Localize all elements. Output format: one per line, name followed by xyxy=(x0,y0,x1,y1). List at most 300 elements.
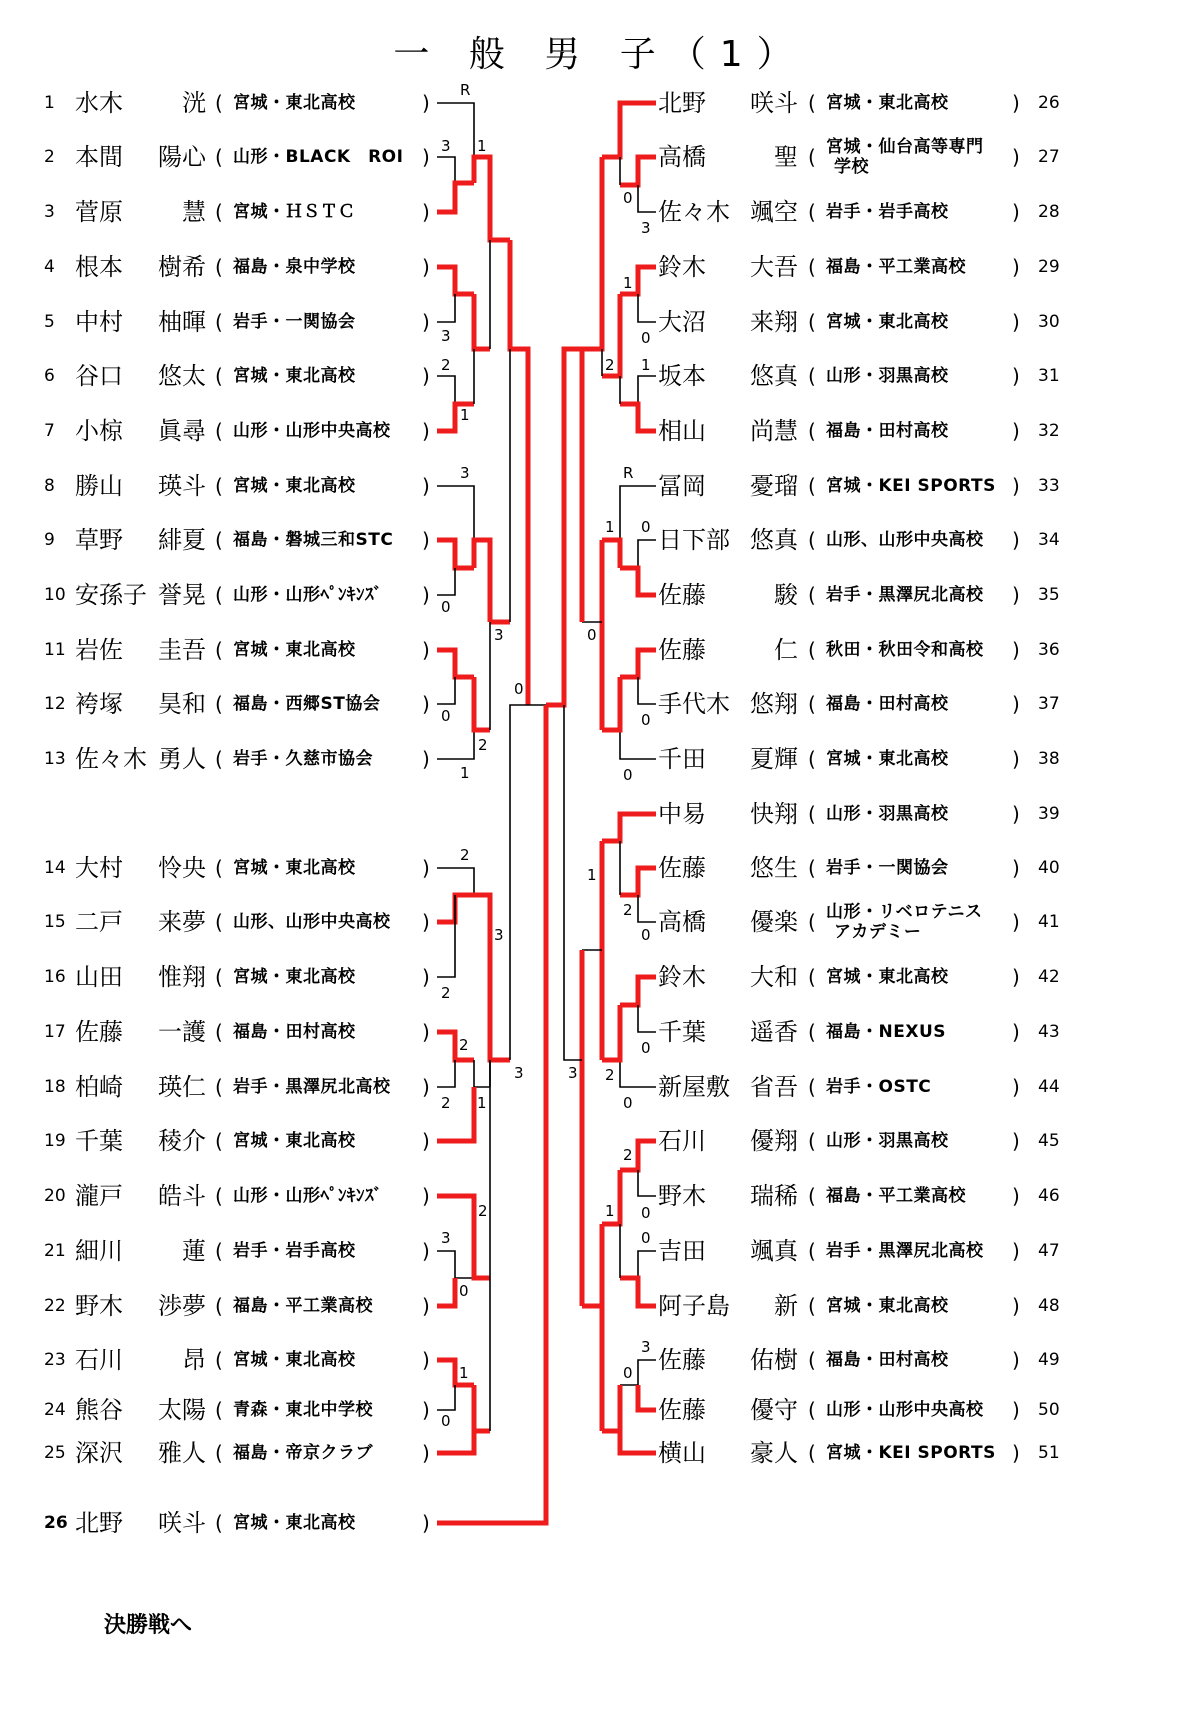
player-given-name: 樹希 xyxy=(158,253,206,281)
match-score: 0 xyxy=(641,711,651,729)
close-paren: ) xyxy=(422,1294,430,1318)
player-number: 15 xyxy=(44,912,66,932)
player-given-name: 渉夢 xyxy=(158,1292,206,1320)
open-paren: ( xyxy=(215,1184,223,1208)
player-number: 29 xyxy=(1038,257,1060,277)
player-number: 19 xyxy=(44,1131,66,1151)
open-paren: ( xyxy=(215,965,223,989)
open-paren: ( xyxy=(808,1398,816,1422)
player-family-name: 谷口 xyxy=(75,362,123,390)
player-family-name: 本間 xyxy=(75,143,123,171)
player-team: 宮城・東北高校 xyxy=(826,312,949,332)
open-paren: ( xyxy=(215,583,223,607)
player-team: 福島・NEXUS xyxy=(826,1022,946,1042)
player-family-name: 石川 xyxy=(658,1127,706,1155)
player-team: 宮城・東北高校 xyxy=(233,967,356,987)
player-team: 宮城・東北高校 xyxy=(826,749,949,769)
winner-path xyxy=(474,1224,490,1278)
player-number: 12 xyxy=(44,694,66,714)
match-score: 3 xyxy=(494,926,504,944)
player-team: 福島・帝京クラブ xyxy=(233,1443,373,1463)
player-number: 50 xyxy=(1038,1400,1060,1420)
close-paren: ) xyxy=(1012,856,1020,880)
bracket-line xyxy=(638,1170,656,1196)
player-family-name: 横山 xyxy=(658,1439,706,1467)
player-team: 山形・山形ﾍﾟﾝｷﾝｽﾞ xyxy=(233,585,383,605)
player-given-name: 瑞稀 xyxy=(750,1182,798,1210)
close-paren: ) xyxy=(1012,1348,1020,1372)
player-number: 39 xyxy=(1038,804,1060,824)
player-family-name: 佐藤 xyxy=(658,581,706,609)
player-team: 宮城・KEI SPORTS xyxy=(826,1443,996,1463)
open-paren: ( xyxy=(808,419,816,443)
close-paren: ) xyxy=(1012,802,1020,826)
winner-path xyxy=(620,650,656,677)
player-family-name: 坂本 xyxy=(658,362,706,390)
player-family-name: 菅原 xyxy=(75,198,123,226)
close-paren: ) xyxy=(1012,692,1020,716)
player-number: 35 xyxy=(1038,585,1060,605)
player-team: 山形・山形中央高校 xyxy=(233,421,391,441)
player-team: 宮城・東北高校 xyxy=(233,93,356,113)
player-team: 山形・羽黒高校 xyxy=(826,804,949,824)
winner-path xyxy=(437,540,474,568)
player-given-name: 悠翔 xyxy=(750,690,798,718)
winner-path xyxy=(582,157,602,349)
bracket-line xyxy=(437,1385,455,1410)
winner-path xyxy=(490,950,510,1060)
match-score: 0 xyxy=(641,329,651,347)
player-team: 山形、山形中央高校 xyxy=(826,530,984,550)
close-paren: ) xyxy=(1012,310,1020,334)
winner-path xyxy=(437,1431,474,1453)
open-paren: ( xyxy=(808,965,816,989)
bracket-line xyxy=(437,868,474,895)
player-number: 5 xyxy=(44,312,55,332)
bracket-line xyxy=(437,730,474,759)
player-given-name: 憂瑠 xyxy=(750,472,798,500)
player-family-name: 千葉 xyxy=(658,1018,706,1046)
player-number: 32 xyxy=(1038,421,1060,441)
match-score: 0 xyxy=(623,1094,633,1112)
match-score: 2 xyxy=(441,356,451,374)
close-paren: ) xyxy=(1012,638,1020,662)
match-score: 1 xyxy=(460,764,470,782)
match-score: 0 xyxy=(441,707,451,725)
match-score: 3 xyxy=(494,626,504,644)
open-paren: ( xyxy=(808,856,816,880)
match-score: 3 xyxy=(441,1229,451,1247)
player-family-name: 小椋 xyxy=(75,417,123,445)
close-paren: ) xyxy=(422,965,430,989)
player-given-name: 太陽 xyxy=(158,1396,206,1424)
player-family-name: 新屋敷 xyxy=(658,1073,730,1101)
match-score: 1 xyxy=(477,1094,487,1112)
player-team: 岩手・一関協会 xyxy=(233,312,356,332)
player-given-name: 洸 xyxy=(182,89,206,117)
player-number: 23 xyxy=(44,1350,66,1370)
match-score: 2 xyxy=(623,901,633,919)
close-paren: ) xyxy=(422,419,430,443)
player-family-name: 阿子島 xyxy=(658,1292,730,1320)
player-team: 宮城・東北高校 xyxy=(233,858,356,878)
player-team-line2: アカデミー xyxy=(834,922,922,942)
close-paren: ) xyxy=(1012,1129,1020,1153)
player-family-name: 勝山 xyxy=(75,472,123,500)
open-paren: ( xyxy=(808,364,816,388)
close-paren: ) xyxy=(422,692,430,716)
player-given-name: 悠真 xyxy=(750,362,798,390)
player-number: 51 xyxy=(1038,1443,1060,1463)
player-given-name: 佑樹 xyxy=(750,1346,798,1374)
player-family-name: 熊谷 xyxy=(75,1396,123,1424)
player-family-name: 袴塚 xyxy=(75,690,123,718)
close-paren: ) xyxy=(422,1020,430,1044)
player-family-name: 安孫子 xyxy=(75,581,147,609)
player-family-name: 山田 xyxy=(75,963,123,991)
winner-path xyxy=(490,212,510,240)
player-team: 山形・羽黒高校 xyxy=(826,366,949,386)
player-number: 49 xyxy=(1038,1350,1060,1370)
player-team: 岩手・黒澤尻北高校 xyxy=(826,1241,984,1261)
close-paren: ) xyxy=(422,1348,430,1372)
player-family-name: 吉田 xyxy=(658,1237,706,1265)
player-family-name: 佐藤 xyxy=(658,1346,706,1374)
match-score: 1 xyxy=(460,406,470,424)
player-number: 21 xyxy=(44,1241,66,1261)
player-team: 宮城・東北高校 xyxy=(826,967,949,987)
player-family-name: 草野 xyxy=(75,526,123,554)
match-score: 0 xyxy=(641,1229,651,1247)
open-paren: ( xyxy=(808,910,816,934)
player-family-name: 鈴木 xyxy=(658,963,706,991)
bracket-line xyxy=(638,677,656,704)
player-given-name: 颯空 xyxy=(750,198,798,226)
match-score: 2 xyxy=(460,846,470,864)
player-given-name: 瑛仁 xyxy=(158,1073,206,1101)
close-paren: ) xyxy=(1012,474,1020,498)
match-score: 0 xyxy=(641,1204,651,1222)
bracket-line xyxy=(437,376,455,404)
winner-path xyxy=(474,294,490,349)
winner-path xyxy=(602,103,656,157)
close-paren: ) xyxy=(422,638,430,662)
winner-path xyxy=(602,814,656,841)
player-family-name: 高橋 xyxy=(658,908,706,936)
open-paren: ( xyxy=(215,1294,223,1318)
player-number: 2 xyxy=(44,147,55,167)
match-score: 3 xyxy=(441,327,451,345)
winner-path xyxy=(474,157,490,212)
player-number: 14 xyxy=(44,858,66,878)
winner-path xyxy=(510,240,528,705)
open-paren: ( xyxy=(808,91,816,115)
close-paren: ) xyxy=(1012,1020,1020,1044)
player-family-name: 中易 xyxy=(658,800,706,828)
open-paren: ( xyxy=(215,1511,223,1535)
open-paren: ( xyxy=(215,1441,223,1465)
player-family-name: 日下部 xyxy=(658,526,730,554)
player-team: 宮城・東北高校 xyxy=(233,640,356,660)
player-number: 34 xyxy=(1038,530,1060,550)
match-score: 0 xyxy=(459,1282,469,1300)
bracket-line xyxy=(638,895,656,922)
player-given-name: 豪人 xyxy=(750,1439,798,1467)
match-score: 3 xyxy=(460,464,470,482)
open-paren: ( xyxy=(215,200,223,224)
player-given-name: 省吾 xyxy=(750,1073,798,1101)
match-score: 1 xyxy=(605,1202,615,1220)
open-paren: ( xyxy=(215,1020,223,1044)
open-paren: ( xyxy=(215,1129,223,1153)
winner-path xyxy=(602,1385,620,1431)
player-family-name: 佐藤 xyxy=(75,1018,123,1046)
close-paren: ) xyxy=(422,145,430,169)
player-number: 33 xyxy=(1038,476,1060,496)
player-given-name: 遥香 xyxy=(750,1018,798,1046)
player-number: 7 xyxy=(44,421,55,441)
open-paren: ( xyxy=(808,1441,816,1465)
open-paren: ( xyxy=(808,1075,816,1099)
player-family-name: 冨岡 xyxy=(658,472,706,500)
open-paren: ( xyxy=(215,255,223,279)
player-given-name: 怜央 xyxy=(158,854,206,882)
open-paren: ( xyxy=(808,1129,816,1153)
winner-path xyxy=(437,1278,455,1306)
match-score: 3 xyxy=(641,1338,651,1356)
player-number: 47 xyxy=(1038,1241,1060,1261)
open-paren: ( xyxy=(808,583,816,607)
bracket-line xyxy=(638,294,656,322)
player-number: 20 xyxy=(44,1186,66,1206)
open-paren: ( xyxy=(808,1348,816,1372)
match-score: 1 xyxy=(459,1364,469,1382)
open-paren: ( xyxy=(215,1239,223,1263)
player-team: 岩手・OSTC xyxy=(826,1077,932,1097)
match-score: 2 xyxy=(441,984,451,1002)
winner-path xyxy=(602,677,620,730)
open-paren: ( xyxy=(215,747,223,771)
open-paren: ( xyxy=(808,747,816,771)
close-paren: ) xyxy=(422,1441,430,1465)
match-score: 2 xyxy=(459,1036,469,1054)
player-family-name: 佐々木 xyxy=(658,198,730,226)
winner-path xyxy=(602,540,620,568)
player-family-name: 二戸 xyxy=(75,908,123,936)
close-paren: ) xyxy=(422,1239,430,1263)
player-number: 48 xyxy=(1038,1296,1060,1316)
player-given-name: 悠真 xyxy=(750,526,798,554)
open-paren: ( xyxy=(215,474,223,498)
player-number: 40 xyxy=(1038,858,1060,878)
close-paren: ) xyxy=(1012,1441,1020,1465)
winner-path xyxy=(437,267,474,294)
winner-path xyxy=(602,1005,620,1060)
match-score: 2 xyxy=(478,1202,488,1220)
player-given-name: 聖 xyxy=(774,143,798,171)
match-score: 2 xyxy=(478,736,488,754)
player-family-name: 水木 xyxy=(75,89,123,117)
player-given-name: 昊和 xyxy=(158,690,206,718)
player-number: 9 xyxy=(44,530,55,550)
bracket-line xyxy=(437,677,455,704)
winner-path xyxy=(474,895,490,950)
player-number: 37 xyxy=(1038,694,1060,714)
close-paren: ) xyxy=(1012,910,1020,934)
match-score: 0 xyxy=(641,926,651,944)
match-score: 0 xyxy=(641,518,651,536)
match-score: 1 xyxy=(587,866,597,884)
open-paren: ( xyxy=(808,1239,816,1263)
close-paren: ) xyxy=(422,364,430,388)
match-score: R xyxy=(460,81,471,99)
player-number: 10 xyxy=(44,585,66,605)
player-family-name: 鈴木 xyxy=(658,253,706,281)
player-number: 11 xyxy=(44,640,66,660)
player-team: 青森・東北中学校 xyxy=(233,1400,373,1420)
match-score: 0 xyxy=(514,680,524,698)
player-team-line1: 山形・リベロテニス xyxy=(826,902,983,922)
match-score: 0 xyxy=(441,598,451,616)
winner-path xyxy=(620,1278,656,1306)
winner-path xyxy=(620,568,656,595)
open-paren: ( xyxy=(808,200,816,224)
player-given-name: 颯真 xyxy=(750,1237,798,1265)
player-given-name: 尚慧 xyxy=(750,417,798,445)
winner-path xyxy=(437,183,474,212)
player-number: 42 xyxy=(1038,967,1060,987)
player-team: 福島・平工業高校 xyxy=(826,257,966,277)
player-family-name: 相山 xyxy=(658,417,706,445)
close-paren: ) xyxy=(1012,1075,1020,1099)
player-family-name: 佐々木 xyxy=(75,745,147,773)
player-team: 岩手・一関協会 xyxy=(826,858,949,878)
open-paren: ( xyxy=(215,364,223,388)
player-given-name: 咲斗 xyxy=(158,1509,206,1537)
player-family-name: 佐藤 xyxy=(658,636,706,664)
match-score: 2 xyxy=(623,1146,633,1164)
close-paren: ) xyxy=(422,310,430,334)
close-paren: ) xyxy=(1012,145,1020,169)
player-given-name: 慧 xyxy=(182,198,206,226)
player-team: 福島・平工業高校 xyxy=(233,1296,373,1316)
player-team: 山形・山形中央高校 xyxy=(826,1400,984,1420)
player-given-name: 蓮 xyxy=(182,1237,206,1265)
player-team: 福島・田村高校 xyxy=(826,1350,949,1370)
winner-path xyxy=(638,1385,656,1410)
winner-path xyxy=(546,349,582,705)
player-family-name: 千葉 xyxy=(75,1127,123,1155)
player-given-name: 皓斗 xyxy=(158,1182,206,1210)
player-number: 46 xyxy=(1038,1186,1060,1206)
match-score: 3 xyxy=(568,1064,578,1082)
player-team: 宮城・東北高校 xyxy=(233,1513,356,1533)
player-number: 4 xyxy=(44,257,55,277)
close-paren: ) xyxy=(1012,747,1020,771)
player-number: 44 xyxy=(1038,1077,1060,1097)
bracket-line xyxy=(437,1060,455,1087)
bracket-line xyxy=(474,1060,490,1087)
player-family-name: 根本 xyxy=(75,253,123,281)
player-number: 27 xyxy=(1038,147,1060,167)
close-paren: ) xyxy=(1012,583,1020,607)
player-team: 岩手・岩手高校 xyxy=(826,202,949,222)
open-paren: ( xyxy=(808,528,816,552)
close-paren: ) xyxy=(1012,1294,1020,1318)
bracket-line xyxy=(638,1251,656,1278)
close-paren: ) xyxy=(422,1184,430,1208)
player-given-name: 優翔 xyxy=(750,1127,798,1155)
player-team: 山形・BLACK ROI xyxy=(233,147,404,167)
player-given-name: 勇人 xyxy=(158,745,206,773)
player-team: 宮城・東北高校 xyxy=(233,366,356,386)
player-family-name: 北野 xyxy=(75,1509,123,1537)
close-paren: ) xyxy=(1012,528,1020,552)
player-team: 福島・田村高校 xyxy=(233,1022,356,1042)
player-team: 山形・羽黒高校 xyxy=(826,1131,949,1151)
match-score: 2 xyxy=(605,356,615,374)
player-family-name: 深沢 xyxy=(75,1439,123,1467)
close-paren: ) xyxy=(422,1075,430,1099)
close-paren: ) xyxy=(422,255,430,279)
open-paren: ( xyxy=(808,310,816,334)
match-score: 0 xyxy=(641,1039,651,1057)
player-number: 22 xyxy=(44,1296,66,1316)
player-team: 宮城・東北高校 xyxy=(233,1131,356,1151)
player-given-name: 柚暉 xyxy=(158,308,206,336)
match-score: 0 xyxy=(623,766,633,784)
open-paren: ( xyxy=(808,1294,816,1318)
player-team: 宮城・東北高校 xyxy=(826,93,949,113)
player-given-name: 新 xyxy=(774,1292,798,1320)
player-team: 宮城・ＨＳＴＣ xyxy=(233,202,356,222)
player-number: 3 xyxy=(44,202,55,222)
player-team: 福島・田村高校 xyxy=(826,421,949,441)
winner-path xyxy=(620,404,656,431)
open-paren: ( xyxy=(215,638,223,662)
close-paren: ) xyxy=(1012,965,1020,989)
final-note: 決勝戦へ xyxy=(104,1613,193,1638)
match-score: R xyxy=(623,464,634,482)
player-number: 16 xyxy=(44,967,66,987)
bracket-line xyxy=(620,730,656,759)
player-number: 18 xyxy=(44,1077,66,1097)
open-paren: ( xyxy=(808,145,816,169)
open-paren: ( xyxy=(215,310,223,334)
winner-path xyxy=(474,1385,490,1431)
winner-path xyxy=(437,705,546,1523)
open-paren: ( xyxy=(215,910,223,934)
player-number: 45 xyxy=(1038,1131,1060,1151)
winner-path xyxy=(437,650,474,677)
player-number: 25 xyxy=(44,1443,66,1463)
player-number: 24 xyxy=(44,1400,66,1420)
close-paren: ) xyxy=(422,1398,430,1422)
player-number: 30 xyxy=(1038,312,1060,332)
player-team: 福島・西郷ST協会 xyxy=(233,694,381,714)
bracket-line xyxy=(638,1005,656,1032)
player-family-name: 細川 xyxy=(75,1237,123,1265)
open-paren: ( xyxy=(808,1184,816,1208)
player-given-name: 昂 xyxy=(182,1346,206,1374)
player-team: 福島・磐城三和STC xyxy=(233,530,394,550)
bracket-line xyxy=(437,1251,474,1278)
bracket-line xyxy=(510,705,528,1060)
close-paren: ) xyxy=(422,528,430,552)
close-paren: ) xyxy=(422,200,430,224)
close-paren: ) xyxy=(422,910,430,934)
bracket-line xyxy=(437,568,455,595)
